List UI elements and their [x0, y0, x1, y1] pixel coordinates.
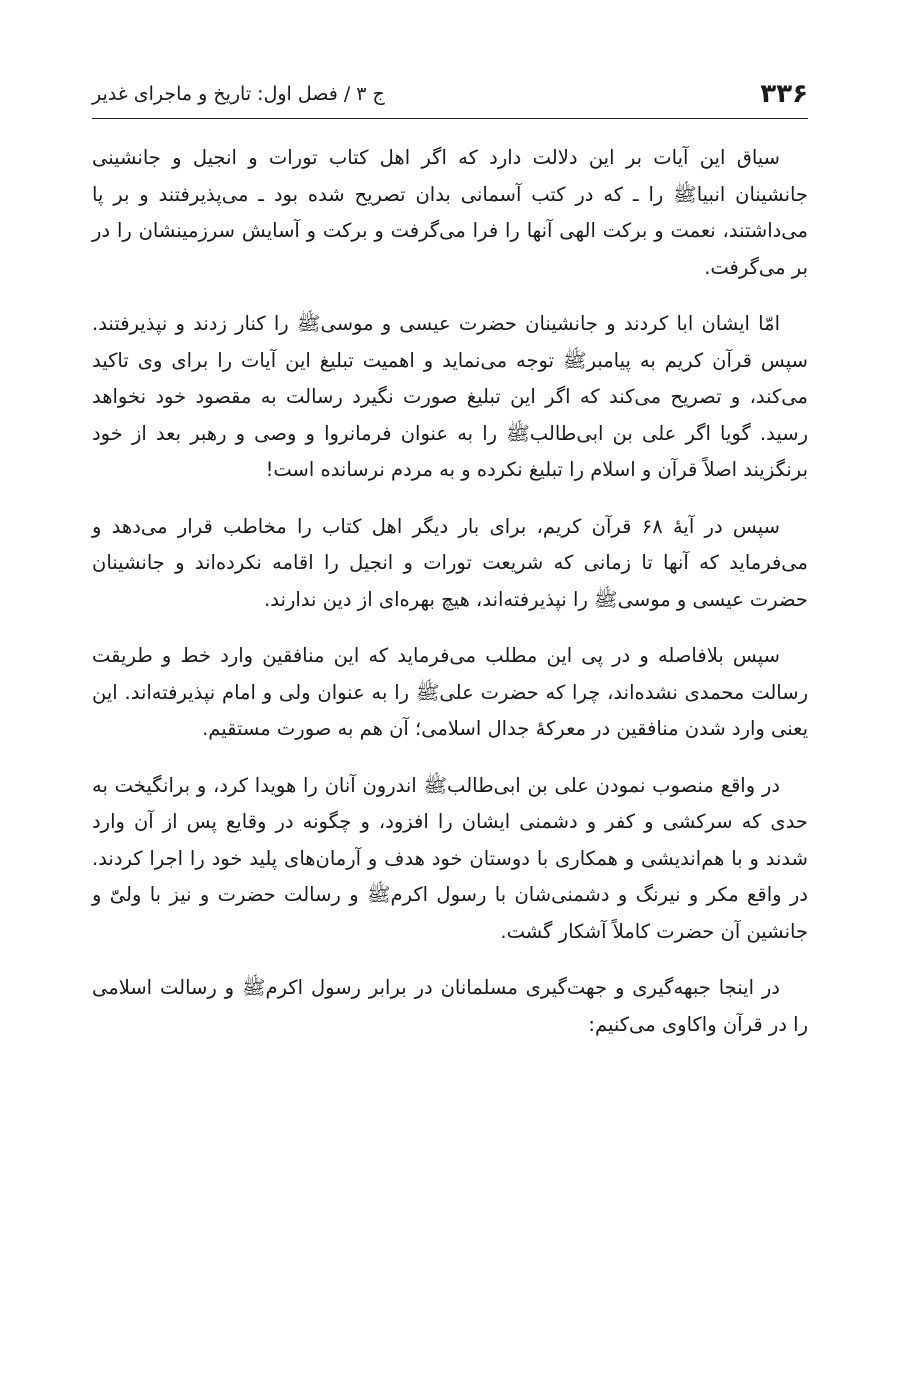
running-title: ج ۳ / فصل اول: تاریخ و ماجرای غدیر — [92, 83, 385, 105]
header-divider — [92, 118, 808, 119]
page-number: ۳۳۶ — [760, 79, 808, 109]
paragraph-4: سپس بلافاصله و در پی این مطلب می‌فرماید که این منافقین وارد خط و طریقت رسالت محمدی نشده‌اند، چرا که حضرت علیﷺ را به عنوان ولی و امام نپذیرفته‌اند. این یعنی وارد شدن منافقین در معرکهٔ جدال اسلامی؛ آن هم به صورت مستقیم. — [92, 644, 808, 740]
paragraph-1: سیاق این آیات بر این دلالت دارد که اگر اهل کتاب تورات و انجیل و جانشینی جانشینان انبیاﷺ را ـ که در کتب آسمانی بدان تصریح شده بود ـ می‌پذیرفتند و بر پا می‌داشتند، نعمت و برکت الهی آنها را فرا می‌گرفت و برکت و آسایش سرزمینشان را در بر می‌گرفت. — [92, 146, 808, 279]
body-text — [92, 140, 808, 1063]
page-header — [92, 72, 808, 116]
paragraph-6: در اینجا جبهه‌گیری و جهت‌گیری مسلمانان در برابر رسول اکرمﷺ و رسالت اسلامی را در قرآن واکاوی می‌کنیم: — [92, 976, 808, 1036]
paragraph-3: سپس در آیهٔ ۶۸ قرآن کریم، برای بار دیگر اهل کتاب را مخاطب قرار می‌دهد و می‌فرماید که آنها تا زمانی که شریعت تورات و انجیل را اقامه نکرده‌اند و جانشینان حضرت عیسی و موسیﷺ را نپذیرفته‌اند، هیچ بهره‌ای از دین ندارند. — [92, 514, 808, 611]
paragraph-2: امّا ایشان ابا کردند و جانشینان حضرت عیسی و موسیﷺ را کنار زدند و نپذیرفتند. سپس قرآن کریم به پیامبرﷺ توجه می‌نماید و اهمیت تبلیغ این آیات را برای وی تاکید می‌کند، و تصریح می‌کند که اگر این تبلیغ صورت نگیرد رسالت به مقصود خود نخواهد رسید. گویا اگر علی بن ابی‌طالبﷺ را به عنوان فرمانروا و وصی و رهبر بعد از خود برنگزیند اصلاً قرآن و اسلام را تبلیغ نکرده و به مردم نرسانده است! — [92, 312, 808, 481]
paragraph-5: در واقع منصوب نمودن علی بن ابی‌طالبﷺ اندرون آنان را هویدا کرد، و برانگیخت به حدی که سرکشی و کفر و دشمنی ایشان را افزود، و چگونه در وقایع پس از آن وارد شدند و با هم‌اندیشی و همکاری با دوستان خود هدف و آرمان‌های پلید خود را اجرا کردند. در واقع مکر و نیرنگ و دشمنی‌شان با رسول اکرمﷺ و رسالت حضرت و نیز با ولیّ و جانشین آن حضرت کاملاً آشکار گشت. — [92, 773, 808, 943]
